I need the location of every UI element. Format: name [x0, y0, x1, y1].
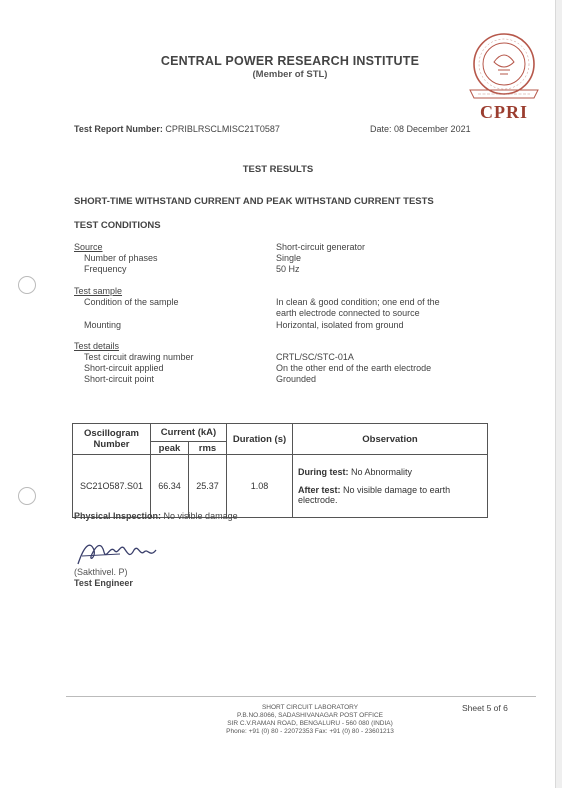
section-title: TEST RESULTS — [242, 164, 314, 175]
sc-applied-label: Short-circuit applied — [84, 363, 164, 373]
drawing-number-label: Test circuit drawing number — [84, 352, 194, 362]
inspection-label: Physical Inspection: — [74, 511, 162, 521]
sample-condition-label: Condition of the sample — [84, 297, 179, 307]
cell-rms: 25.37 — [189, 455, 227, 518]
table-header-row — [73, 424, 488, 442]
signatory-role: Test Engineer — [74, 578, 133, 588]
table-row — [73, 455, 488, 518]
obs-during-label: During test: — [298, 467, 349, 477]
handwritten-signature — [74, 536, 164, 570]
cell-duration: 1.08 — [227, 455, 293, 518]
footer-address-2: SIR C.V.RAMAN ROAD, BENGALURU - 560 080 (INDIA) — [227, 720, 393, 727]
conditions-title: TEST CONDITIONS — [74, 220, 161, 231]
frequency-label: Frequency — [84, 264, 127, 274]
cell-oscillogram: SC21O587.S01 — [73, 455, 151, 518]
frequency-value: 50 Hz — [276, 264, 300, 274]
obs-after-value: No visible damage to earth electrode. — [298, 485, 451, 505]
col-duration: Duration (s) — [227, 424, 293, 455]
cpri-logo-text: CPRI — [480, 102, 528, 122]
physical-inspection — [74, 511, 238, 521]
sheet-number: Sheet 5 of 6 — [462, 703, 508, 713]
institute-subtitle: (Member of STL) — [252, 69, 328, 80]
footer-contact: Phone: +91 (0) 80 - 22072353 Fax: +91 (0) 80 - 23601213 — [226, 728, 394, 735]
inspection-value: No visible damage — [163, 511, 238, 521]
obs-during-value: No Abnormality — [351, 467, 413, 477]
sc-point-label: Short-circuit point — [84, 374, 155, 384]
col-peak: peak — [151, 442, 189, 455]
phases-label: Number of phases — [84, 253, 158, 263]
report-date — [370, 124, 471, 134]
report-number-value: CPRIBLRSCLMISC21T0587 — [165, 124, 280, 134]
details-heading: Test details — [74, 341, 120, 351]
source-heading: Source — [74, 242, 103, 252]
obs-after — [298, 485, 482, 505]
col-oscillogram: Oscillogram Number — [73, 424, 151, 455]
punch-hole-top — [18, 276, 36, 294]
cell-peak: 66.34 — [151, 455, 189, 518]
institute-name: CENTRAL POWER RESEARCH INSTITUTE — [160, 54, 420, 68]
obs-after-label: After test: — [298, 485, 341, 495]
sc-applied-value: On the other end of the earth electrode — [276, 363, 432, 373]
col-current: Current (kA) — [151, 424, 227, 442]
obs-during — [298, 467, 482, 477]
scan-edge — [556, 0, 562, 788]
source-value: Short-circuit generator — [276, 242, 366, 252]
col-observation: Observation — [293, 424, 488, 455]
footer-lab: SHORT CIRCUIT LABORATORY — [261, 704, 359, 711]
sc-point-value: Grounded — [276, 374, 317, 384]
phases-value: Single — [276, 253, 302, 263]
signatory-name: (Sakthivel. P) — [74, 567, 128, 577]
col-rms: rms — [189, 442, 227, 455]
cell-observation — [293, 455, 488, 518]
mounting-value: Horizontal, isolated from ground — [276, 320, 404, 330]
punch-hole-bottom — [18, 487, 36, 505]
sample-heading: Test sample — [74, 286, 123, 296]
footer-divider — [66, 696, 536, 697]
test-title: SHORT-TIME WITHSTAND CURRENT AND PEAK WITHSTAND CURRENT TESTS — [74, 196, 434, 207]
drawing-number-value: CRTL/SC/STC-01A — [276, 352, 354, 362]
report-number — [74, 124, 280, 134]
mounting-label: Mounting — [84, 320, 122, 330]
results-table — [72, 423, 488, 518]
sample-condition-value-1: In clean & good condition; one end of the — [276, 297, 440, 307]
sample-condition-value-2: earth electrode connected to source — [276, 308, 420, 318]
report-number-label: Test Report Number: — [74, 124, 163, 134]
report-date-label: Date: — [370, 124, 392, 134]
footer-address-1: P.B.NO.8066, SADASHIVANAGAR POST OFFICE — [237, 712, 383, 719]
report-date-value: 08 December 2021 — [394, 124, 471, 134]
